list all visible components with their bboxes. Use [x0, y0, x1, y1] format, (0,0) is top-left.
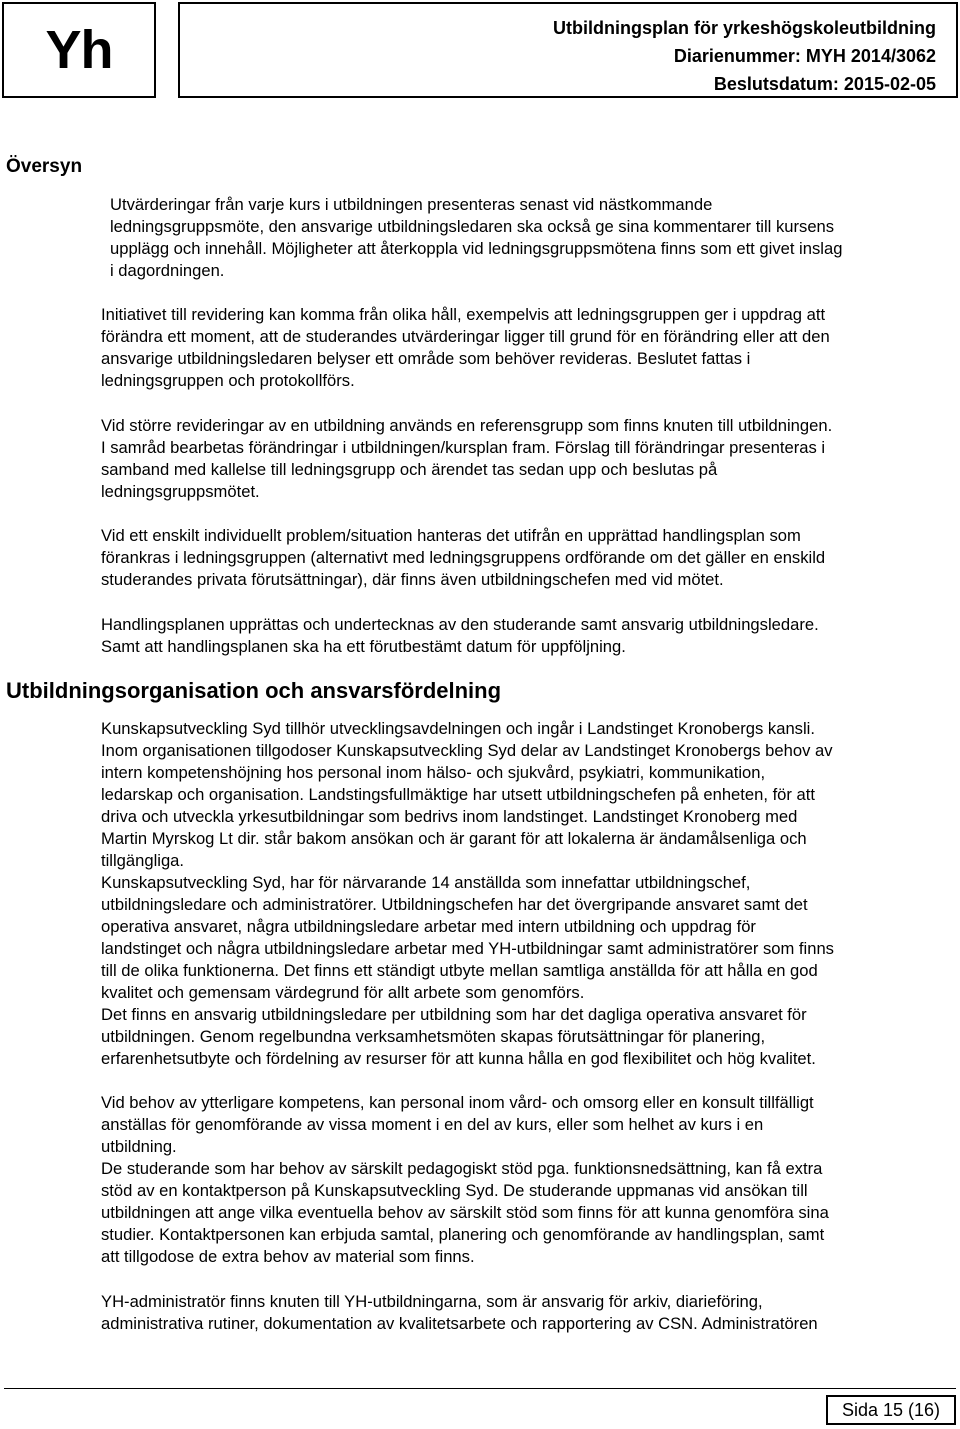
text-line: ledarskap och organisation. Landstingsfullmäktige har utsett utbildningschefen på enheten, för att	[101, 785, 815, 804]
text-line: tillgängliga.	[101, 851, 185, 870]
paragraph-oversyn-5	[101, 614, 953, 658]
text-line: landstinget och några utbildningsledare arbetar med YH-utbildningar samt administratörer som finns	[101, 939, 834, 958]
text-line: Kunskapsutveckling Syd, har för närvarande 14 anställda som innefattar utbildningschef,	[101, 873, 751, 892]
text-line: Handlingsplanen upprättas och undertecknas av den studerande samt ansvarig utbildningsledare.	[101, 615, 819, 634]
text-line: studerandes privata förutsättningar), där finns även utbildningschefen med vid mötet.	[101, 570, 724, 589]
text-line: upplägg och innehåll. Möjligheter att återkoppla vid ledningsgruppsmötena finns som ett givet inslag	[110, 239, 843, 258]
text-line: till de olika funktionerna. Det finns ett ständigt utbyte mellan samtliga anställda för att hålla en god	[101, 961, 818, 980]
text-line: administrativa rutiner, dokumentation av kvalitetsarbete och rapportering av CSN. Administratören	[101, 1314, 818, 1333]
text-line: De studerande som har behov av särskilt pedagogiskt stöd pga. funktionsnedsättning, kan få extra	[101, 1159, 823, 1178]
diarienummer: Diarienummer: MYH 2014/3062	[673, 46, 936, 66]
text-line: I samråd bearbetas förändringar i utbildningen/kursplan fram. Förslag till förändringar presenteras i	[101, 438, 826, 457]
text-line: intern kompetenshöjning hos personal inom hälso- och sjukvård, psykiatri, kommunikation,	[101, 763, 766, 782]
beslutsdatum: Beslutsdatum: 2015-02-05	[713, 74, 936, 94]
text-line: anställas för genomförande av vissa moment i en del av kurs, eller som helhet av kurs i en	[101, 1115, 764, 1134]
text-line: Utvärderingar från varje kurs i utbildningen presenteras senast vid nästkommande	[110, 195, 713, 214]
text-line: Kunskapsutveckling Syd tillhör utvecklingsavdelningen och ingår i Landstinget Kronobergs kansli.	[101, 719, 815, 738]
document-title: Utbildningsplan för yrkeshögskoleutbildning	[552, 18, 936, 38]
text-line: operativa ansvaret, några utbildningsledare arbetar med intern utbildning och uppdrag för	[101, 917, 756, 936]
text-line: studier. Kontaktpersonen kan erbjuda samtal, planering och genomförande av handlingsplan, samt	[101, 1225, 825, 1244]
text-line: utbildning.	[101, 1137, 177, 1156]
paragraph-organisation-1	[101, 718, 953, 1070]
text-line: Vid behov av ytterligare kompetens, kan personal inom vård- och omsorg eller en konsult tillfälligt	[101, 1093, 814, 1112]
paragraph-oversyn-2	[101, 304, 953, 392]
text-line: utbildningen att ange vilka eventuella behov av särskilt stöd som finns för att kunna genomföra sina	[101, 1203, 829, 1222]
paragraph-oversyn-4	[101, 525, 953, 591]
text-line: ledningsgruppen och protokollförs.	[101, 371, 355, 390]
text-line: ledningsgruppsmöte, den ansvarige utbildningsledaren ska också ge sina kommentarer till kursens	[110, 217, 835, 236]
document-header	[178, 2, 958, 98]
text-line: Vid större revideringar av en utbildning används en referensgrupp som finns knuten till utbildningen.	[101, 416, 833, 435]
text-line: Martin Myrskog Lt dir. står bakom ansökan och är garant för att lokalerna är ändamålsenliga och	[101, 829, 807, 848]
yh-logo-box	[2, 2, 156, 98]
text-line: Det finns en ansvarig utbildningsledare per utbildning som har det dagliga operativa ansvaret för	[101, 1005, 807, 1024]
heading-organisation: Utbildningsorganisation och ansvarsfördelning	[6, 678, 502, 703]
text-line: förankras i ledningsgruppen (alternativt med ledningsgruppens ordförande om det gäller en enskild	[101, 548, 826, 567]
text-line: erfarenhetsutbyte och fördelning av resurser för att kunna hålla en god flexibilitet och hög kvalitet.	[101, 1049, 816, 1068]
paragraph-organisation-2	[101, 1092, 953, 1268]
text-line: samband med kallelse till ledningsgrupp och ärendet tas sedan upp och beslutas på	[101, 460, 718, 479]
header-lines	[553, 14, 936, 98]
paragraph-oversyn-3	[101, 415, 953, 503]
text-line: Inom organisationen tillgodoser Kunskapsutveckling Syd delar av Landstinget Kronobergs behov av	[101, 741, 833, 760]
paragraph-organisation-3	[101, 1291, 953, 1335]
text-line: att tillgodose de extra behov av material som finns.	[101, 1247, 475, 1266]
text-line: ledningsgruppsmötet.	[101, 482, 260, 501]
text-line: driva och utveckla yrkesutbildningar som bedrivs inom landstinget. Landstinget Kronoberg med	[101, 807, 798, 826]
text-line: YH-administratör finns knuten till YH-utbildningarna, som är ansvarig för arkiv, diarieföring,	[101, 1292, 763, 1311]
heading-oversyn: Översyn	[6, 156, 83, 177]
text-line: Vid ett enskilt individuellt problem/situation hanteras det utifrån en upprättad handlingsplan som	[101, 526, 801, 545]
yh-logo: Yh	[45, 20, 113, 80]
text-line: utbildningsledare och administratörer. Utbildningschefen har det övergripande ansvaret samt det	[101, 895, 808, 914]
text-line: Samt att handlingsplanen ska ha ett förutbestämt datum för uppföljning.	[101, 637, 626, 656]
text-line: Initiativet till revidering kan komma från olika håll, exempelvis att ledningsgruppen ger i uppdrag att	[101, 305, 826, 324]
text-line: förändra ett moment, att de studerandes utvärderingar ligger till grund för en förändring eller att den	[101, 327, 830, 346]
text-line: i dagordningen.	[110, 261, 225, 280]
page-number: Sida 15 (16)	[826, 1395, 956, 1425]
text-line: kvalitet och gemensam värdegrund för allt arbete som genomförs.	[101, 983, 585, 1002]
text-line: ansvarige utbildningsledaren belyser ett område som behöver revideras. Beslutet fattas i	[101, 349, 751, 368]
footer-rule	[4, 1388, 956, 1389]
text-line: utbildningen. Genom regelbundna verksamhetsmöten skapas förutsättningar för planering,	[101, 1027, 766, 1046]
paragraph-oversyn-1	[110, 194, 953, 282]
text-line: stöd av en kontaktperson på Kunskapsutveckling Syd. De studerande uppmanas vid ansökan till	[101, 1181, 808, 1200]
